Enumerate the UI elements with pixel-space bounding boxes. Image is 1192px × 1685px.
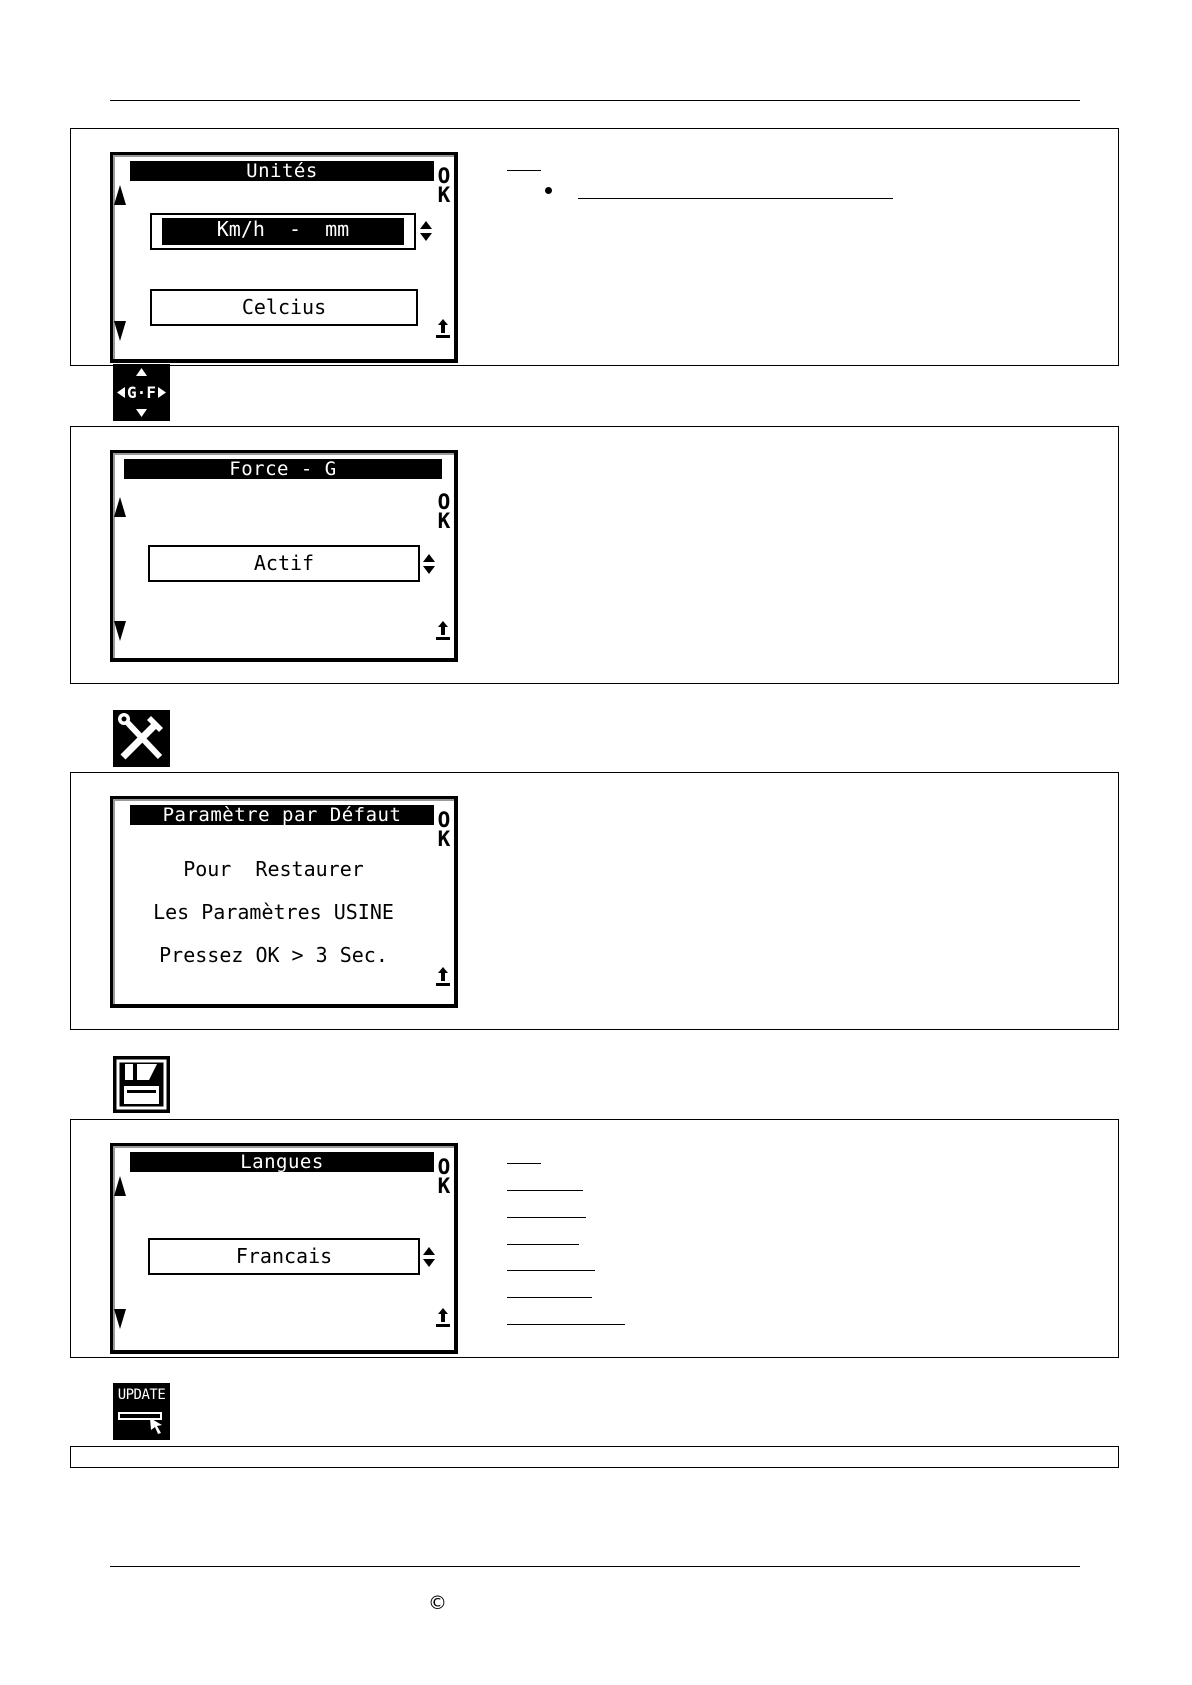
language-list-underline-2 xyxy=(507,1190,583,1191)
up-down-icon xyxy=(423,1247,435,1267)
header-rule xyxy=(110,100,1080,101)
floppy-disk-icon xyxy=(113,1056,170,1113)
language-list-underline-1 xyxy=(507,1163,541,1164)
update-section-frame xyxy=(70,1446,1119,1468)
units-note-underline-2 xyxy=(578,198,893,199)
update-icon xyxy=(113,1383,170,1440)
languages-lcd-screen xyxy=(110,1143,458,1354)
update-icon-label: UPDATE xyxy=(117,1387,166,1403)
tools-icon xyxy=(113,710,170,767)
down-arrow-icon xyxy=(114,621,126,641)
back-icon xyxy=(436,965,450,989)
gforce-lcd-screen xyxy=(110,450,458,662)
back-icon xyxy=(436,619,450,643)
footer-rule xyxy=(110,1566,1080,1567)
up-down-icon xyxy=(420,221,432,241)
up-arrow-icon xyxy=(114,497,126,517)
restore-line-1: Pour Restaurer xyxy=(183,857,364,881)
speed-unit-value: Km/h - mm xyxy=(162,218,404,245)
defaults-screen-title: Paramètre par Défaut xyxy=(130,805,434,825)
temperature-unit-field[interactable]: Celcius xyxy=(150,289,418,326)
ok-indicator: O K xyxy=(437,1155,451,1198)
g-force-icon xyxy=(113,364,170,421)
copyright-symbol: © xyxy=(428,1592,447,1614)
down-arrow-icon xyxy=(114,1309,126,1329)
language-list-underline-4 xyxy=(507,1244,579,1245)
language-list-underline-7 xyxy=(507,1324,625,1325)
ok-indicator: O K xyxy=(437,164,451,207)
ok-indicator: O K xyxy=(437,808,451,851)
units-note-underline-1 xyxy=(507,170,541,171)
svg-text:G·F: G·F xyxy=(127,383,156,402)
language-list-underline-5 xyxy=(507,1270,595,1271)
language-list-underline-3 xyxy=(507,1217,586,1218)
up-arrow-icon xyxy=(114,185,126,205)
language-list-underline-6 xyxy=(507,1297,592,1298)
speed-unit-field[interactable] xyxy=(150,213,416,250)
language-value-field[interactable]: Francais xyxy=(148,1238,420,1275)
restore-line-2: Les Paramètres USINE xyxy=(153,900,394,924)
units-note-bullet xyxy=(545,187,552,194)
defaults-lcd-screen xyxy=(110,796,458,1008)
up-arrow-icon xyxy=(114,1176,126,1196)
ok-indicator: O K xyxy=(437,490,451,533)
units-screen-title: Unités xyxy=(130,161,434,181)
cursor-icon xyxy=(149,1417,165,1435)
units-lcd-screen xyxy=(110,152,458,363)
restore-line-3: Pressez OK > 3 Sec. xyxy=(159,943,388,967)
back-icon xyxy=(436,317,450,341)
gforce-value-field[interactable]: Actif xyxy=(148,545,420,582)
down-arrow-icon xyxy=(114,321,126,341)
up-down-icon xyxy=(423,554,435,574)
languages-screen-title: Langues xyxy=(130,1152,434,1172)
gforce-screen-title: Force - G xyxy=(124,459,442,479)
back-icon xyxy=(436,1306,450,1330)
